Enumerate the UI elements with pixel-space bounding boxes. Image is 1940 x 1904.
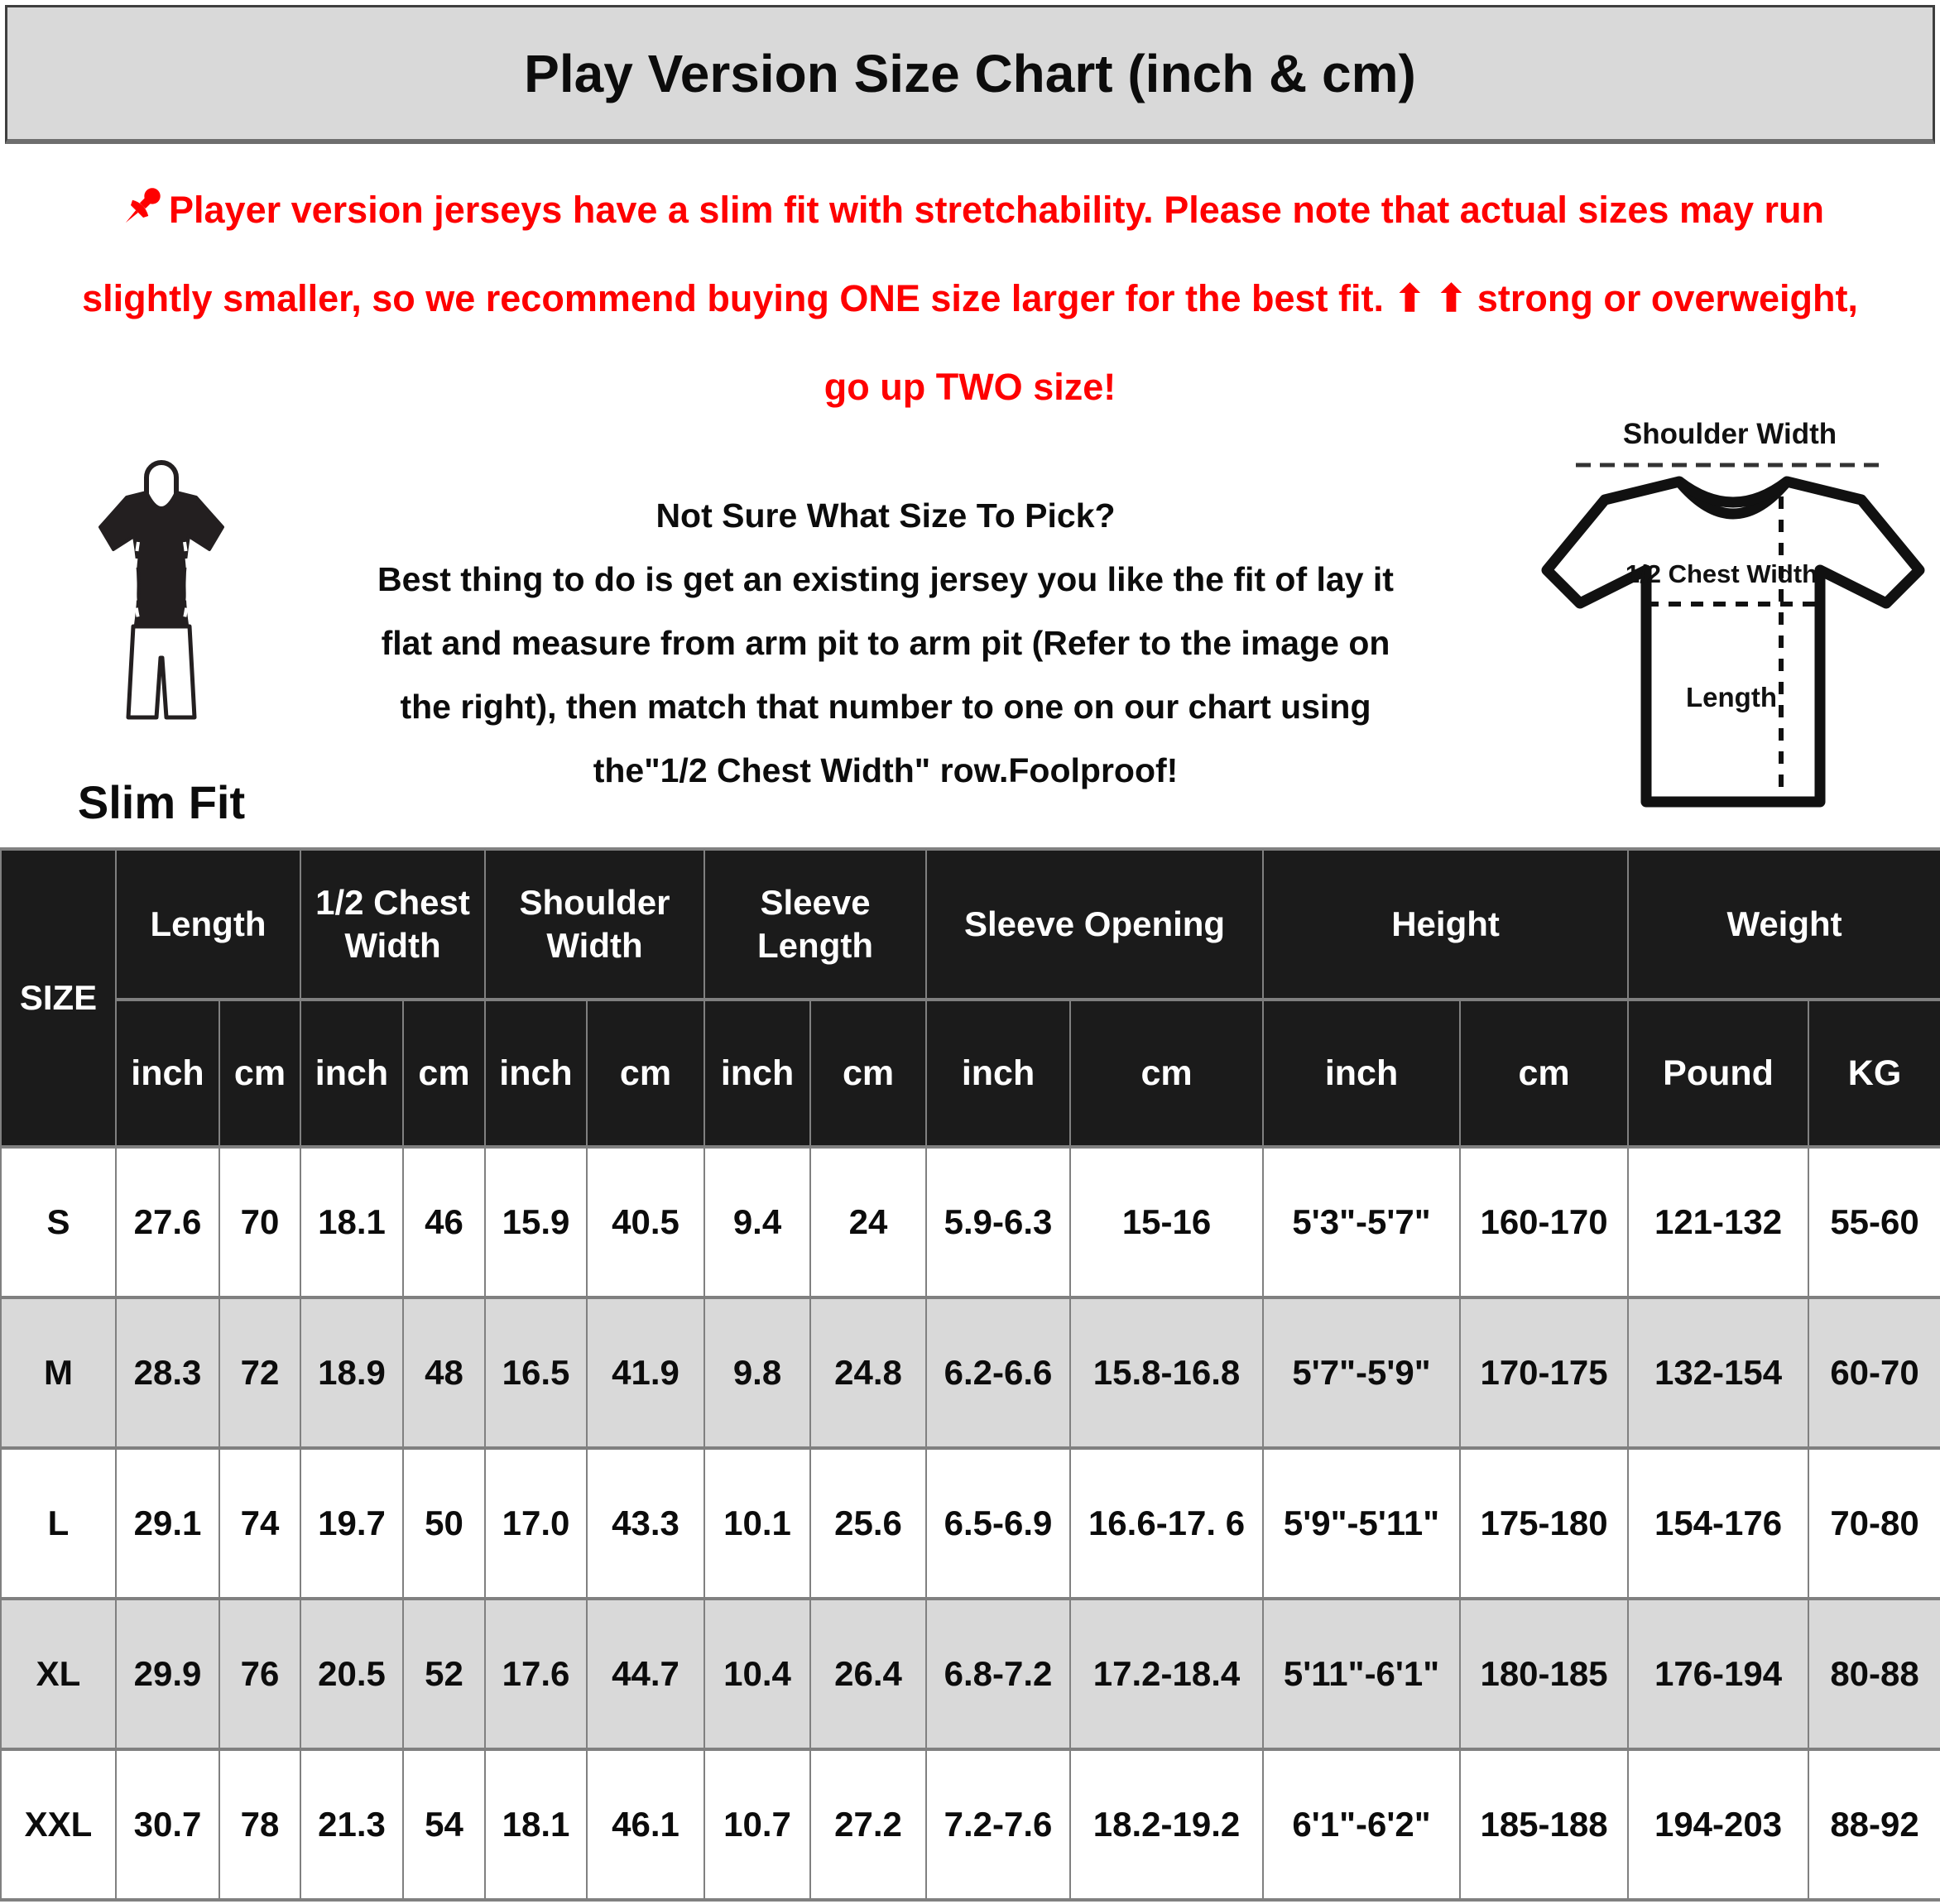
size-cell: XXL [1, 1749, 116, 1900]
value-cell: 50 [403, 1448, 485, 1599]
length-label: Length [1686, 682, 1777, 712]
value-cell: 15-16 [1070, 1147, 1263, 1297]
unit-cell: inch [116, 1000, 219, 1147]
unit-cell: cm [1070, 1000, 1263, 1147]
size-cell: XL [1, 1599, 116, 1749]
table-header-units [1, 1000, 1940, 1147]
value-cell: 6.2-6.6 [926, 1297, 1070, 1448]
unit-cell: Pound [1628, 1000, 1808, 1147]
value-cell: 27.6 [116, 1147, 219, 1297]
size-help-line-3: the right), then match that number to one on our chart using [400, 688, 1371, 726]
value-cell: 185-188 [1460, 1749, 1628, 1900]
value-cell: 5'11"-6'1" [1263, 1599, 1460, 1749]
size-table [0, 847, 1940, 1902]
unit-cell: cm [587, 1000, 704, 1147]
size-help-line-2: flat and measure from arm pit to arm pit (Refer to the image on [381, 624, 1390, 662]
slim-fit-figure [66, 451, 257, 829]
unit-cell: inch [300, 1000, 403, 1147]
header-half-chest-width: 1/2 Chest Width [300, 849, 485, 1000]
value-cell: 28.3 [116, 1297, 219, 1448]
header-sleeve-opening: Sleeve Opening [926, 849, 1263, 1000]
unit-cell: KG [1808, 1000, 1940, 1147]
size-help-line-1: Best thing to do is get an existing jersey you like the fit of lay it [377, 560, 1394, 598]
table-row-s [1, 1147, 1940, 1297]
fit-warning-line-3: go up TWO size! [824, 366, 1116, 408]
value-cell: 194-203 [1628, 1749, 1808, 1900]
value-cell: 88-92 [1808, 1749, 1940, 1900]
unit-cell: inch [1263, 1000, 1460, 1147]
value-cell: 44.7 [587, 1599, 704, 1749]
table-row-m [1, 1297, 1940, 1448]
tshirt-measure-diagram [1525, 407, 1935, 831]
page-title: Play Version Size Chart (inch & cm) [524, 43, 1416, 103]
value-cell: 30.7 [116, 1749, 219, 1900]
value-cell: 17.2-18.4 [1070, 1599, 1263, 1749]
value-cell: 132-154 [1628, 1297, 1808, 1448]
value-cell: 18.1 [485, 1749, 587, 1900]
value-cell: 52 [403, 1599, 485, 1749]
value-cell: 60-70 [1808, 1297, 1940, 1448]
unit-cell: cm [1460, 1000, 1628, 1147]
tshirt-outline [1547, 482, 1919, 802]
table-row-xl [1, 1599, 1940, 1749]
value-cell: 26.4 [810, 1599, 926, 1749]
value-cell: 10.7 [704, 1749, 810, 1900]
value-cell: 24.8 [810, 1297, 926, 1448]
value-cell: 15.9 [485, 1147, 587, 1297]
value-cell: 6.5-6.9 [926, 1448, 1070, 1599]
value-cell: 16.5 [485, 1297, 587, 1448]
value-cell: 9.8 [704, 1297, 810, 1448]
value-cell: 70 [219, 1147, 300, 1297]
value-cell: 46 [403, 1147, 485, 1297]
value-cell: 15.8-16.8 [1070, 1297, 1263, 1448]
value-cell: 16.6-17. 6 [1070, 1448, 1263, 1599]
value-cell: 160-170 [1460, 1147, 1628, 1297]
value-cell: 180-185 [1460, 1599, 1628, 1749]
size-help-text [273, 484, 1498, 803]
value-cell: 20.5 [300, 1599, 403, 1749]
value-cell: 74 [219, 1448, 300, 1599]
unit-cell: inch [485, 1000, 587, 1147]
value-cell: 29.1 [116, 1448, 219, 1599]
value-cell: 121-132 [1628, 1147, 1808, 1297]
header-shoulder-width: Shoulder Width [485, 849, 704, 1000]
value-cell: 41.9 [587, 1297, 704, 1448]
size-help-line-4: the"1/2 Chest Width" row.Foolproof! [593, 751, 1179, 789]
value-cell: 25.6 [810, 1448, 926, 1599]
value-cell: 76 [219, 1599, 300, 1749]
value-cell: 7.2-7.6 [926, 1749, 1070, 1900]
value-cell: 5'7"-5'9" [1263, 1297, 1460, 1448]
value-cell: 18.1 [300, 1147, 403, 1297]
value-cell: 175-180 [1460, 1448, 1628, 1599]
value-cell: 80-88 [1808, 1599, 1940, 1749]
value-cell: 5.9-6.3 [926, 1147, 1070, 1297]
slim-fit-jersey-icon [66, 451, 257, 724]
unit-cell: cm [810, 1000, 926, 1147]
header-size: SIZE [1, 849, 116, 1147]
unit-cell: inch [926, 1000, 1070, 1147]
title-bar [5, 5, 1935, 144]
value-cell: 29.9 [116, 1599, 219, 1749]
value-cell: 19.7 [300, 1448, 403, 1599]
fit-warning-note [0, 165, 1940, 431]
fit-warning-line-1: Player version jerseys have a slim fit with stretchability. Please note that actual sizes may run [0, 165, 1940, 254]
value-cell: 43.3 [587, 1448, 704, 1599]
header-height: Height [1263, 849, 1628, 1000]
value-cell: 17.6 [485, 1599, 587, 1749]
value-cell: 170-175 [1460, 1297, 1628, 1448]
table-row-l [1, 1448, 1940, 1599]
value-cell: 70-80 [1808, 1448, 1940, 1599]
shoulder-width-label: Shoulder Width [1622, 418, 1837, 450]
value-cell: 5'3"-5'7" [1263, 1147, 1460, 1297]
value-cell: 5'9"-5'11" [1263, 1448, 1460, 1599]
value-cell: 54 [403, 1749, 485, 1900]
size-cell: L [1, 1448, 116, 1599]
value-cell: 154-176 [1628, 1448, 1808, 1599]
value-cell: 9.4 [704, 1147, 810, 1297]
value-cell: 6'1"-6'2" [1263, 1749, 1460, 1900]
value-cell: 24 [810, 1147, 926, 1297]
slim-fit-label: Slim Fit [77, 776, 246, 828]
pushpin-icon [116, 175, 167, 227]
size-help-heading: Not Sure What Size To Pick? [655, 496, 1116, 535]
value-cell: 6.8-7.2 [926, 1599, 1070, 1749]
table-row-xxl [1, 1749, 1940, 1900]
size-cell: M [1, 1297, 116, 1448]
value-cell: 40.5 [587, 1147, 704, 1297]
header-sleeve-length: Sleeve Length [704, 849, 926, 1000]
value-cell: 27.2 [810, 1749, 926, 1900]
value-cell: 18.2-19.2 [1070, 1749, 1263, 1900]
value-cell: 17.0 [485, 1448, 587, 1599]
value-cell: 72 [219, 1297, 300, 1448]
header-weight: Weight [1628, 849, 1940, 1000]
unit-cell: cm [219, 1000, 300, 1147]
value-cell: 48 [403, 1297, 485, 1448]
unit-cell: cm [403, 1000, 485, 1147]
value-cell: 18.9 [300, 1297, 403, 1448]
value-cell: 55-60 [1808, 1147, 1940, 1297]
size-cell: S [1, 1147, 116, 1297]
table-header-groups [1, 849, 1940, 1000]
value-cell: 10.4 [704, 1599, 810, 1749]
header-length: Length [116, 849, 300, 1000]
value-cell: 21.3 [300, 1749, 403, 1900]
value-cell: 10.1 [704, 1448, 810, 1599]
half-chest-width-label: 1/2 Chest Width [1625, 559, 1818, 588]
value-cell: 78 [219, 1749, 300, 1900]
unit-cell: inch [704, 1000, 810, 1147]
fit-warning-line-2: slightly smaller, so we recommend buying ONE size larger for the best fit. ⬆ ⬆ strong or overweight, [82, 277, 1858, 319]
value-cell: 176-194 [1628, 1599, 1808, 1749]
value-cell: 46.1 [587, 1749, 704, 1900]
